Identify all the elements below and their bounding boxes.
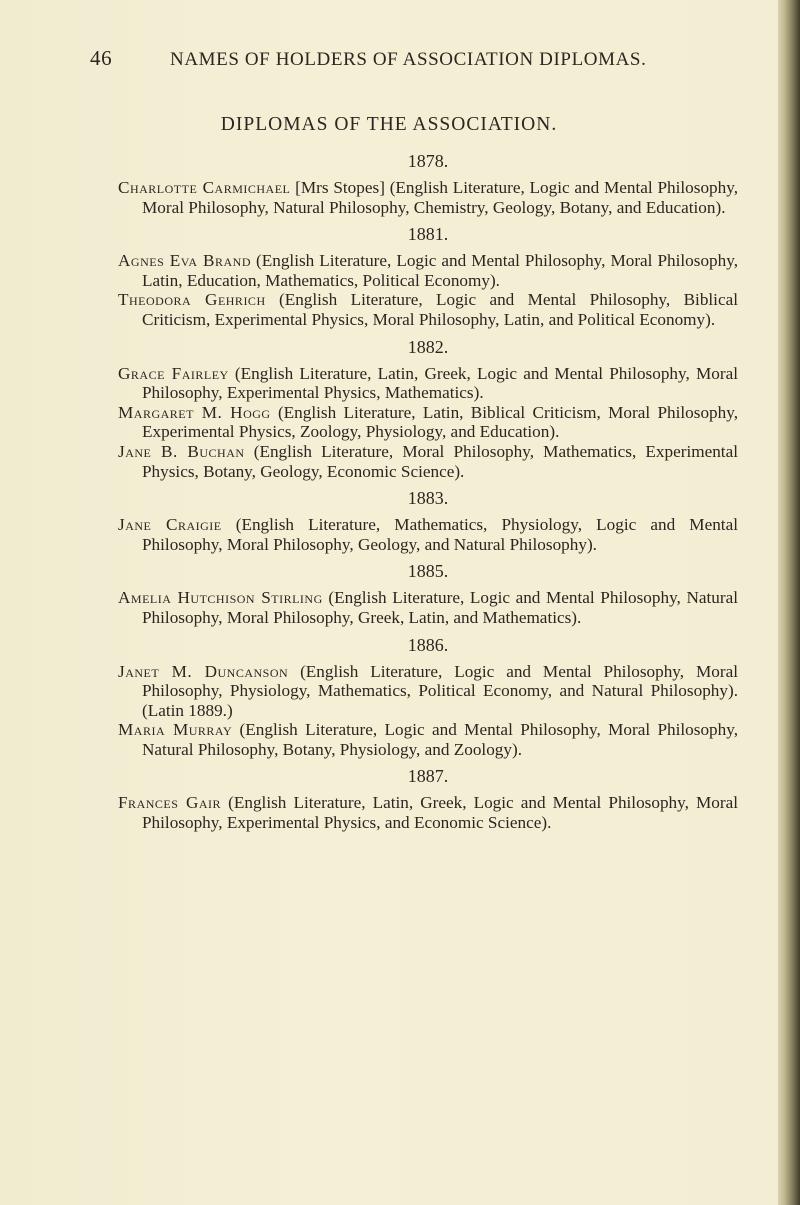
diploma-list	[118, 150, 738, 833]
holder-subjects: (English Literature, Mathematics, Physiology, Logic and Mental Philosophy, Moral Philosophy, Geology, and Natural Philosophy).	[142, 515, 738, 554]
year-heading: 1887.	[407, 766, 449, 787]
list-item	[118, 588, 738, 627]
holder-name: Theodora Gehrich	[118, 290, 266, 310]
holder-name: Jane Craigie	[118, 515, 222, 535]
holder-name: Agnes Eva Brand	[118, 251, 252, 271]
page-number: 46	[90, 46, 113, 70]
list-item	[118, 720, 738, 759]
holder-name: Charlotte Carmichael	[118, 178, 291, 197]
holder-name: Margaret M. Hogg	[118, 402, 271, 422]
holder-subjects: (English Literature, Logic and Mental Philosophy, Moral Philosophy, Natural Philosophy, Botany, Physiology, and Zoology).	[142, 720, 738, 759]
year-heading: 1883.	[407, 488, 449, 509]
holder-name: Frances Gair	[118, 793, 222, 813]
list-item	[118, 662, 738, 721]
running-head	[90, 46, 740, 71]
section-title: DIPLOMAS OF THE ASSOCIATION.	[220, 114, 558, 135]
list-item	[118, 515, 738, 554]
holder-subjects: (English Literature, Logic and Mental Philosophy, Moral Philosophy, Latin, Education, Mathematics, Political Economy).	[142, 251, 739, 290]
holder-subjects: (English Literature, Latin, Biblical Criticism, Moral Philosophy, Experimental Physics, Zoology, Physiology, and Education).	[142, 402, 738, 442]
holder-name: Grace Fairley	[118, 363, 229, 383]
holder-subjects: (English Literature, Logic and Mental Philosophy, Biblical Criticism, Experimental Physics, Moral Philosophy, Latin, and Political Economy).	[142, 290, 738, 329]
holder-subjects: (English Literature, Latin, Greek, Logic and Mental Philosophy, Moral Philosophy, Experimental Physics, Mathematics).	[142, 363, 739, 403]
holder-subjects: (English Literature, Latin, Greek, Logic and Mental Philosophy, Moral Philosophy, Experimental Physics, and Economic Science).	[142, 793, 739, 833]
list-item	[118, 403, 738, 442]
holder-subjects: (English Literature, Logic and Mental Philosophy, Natural Philosophy, Moral Philosophy, Greek, Latin, and Mathematics).	[142, 588, 738, 627]
year-heading: 1881.	[407, 224, 449, 245]
year-heading: 1885.	[407, 561, 449, 582]
holder-subjects: (English Literature, Logic and Mental Philosophy, Moral Philosophy, Physiology, Mathematics, Political Economy, and Natural Philosophy). (Latin 1889.)	[142, 661, 738, 720]
running-title: NAMES OF HOLDERS OF ASSOCIATION DIPLOMAS.	[170, 49, 647, 70]
year-heading: 1886.	[407, 634, 449, 655]
year-heading: 1882.	[407, 336, 449, 357]
list-item	[118, 251, 738, 290]
holder-name: Amelia Hutchison Stirling	[118, 588, 323, 608]
holder-subjects: [Mrs Stopes] (English Literature, Logic and Mental Philosophy, Moral Philosophy, Natural Philosophy, Chemistry, Geology, Botany, and Education).	[142, 178, 738, 217]
list-item	[118, 290, 738, 329]
list-item	[118, 442, 738, 481]
holder-name: Janet M. Duncanson	[118, 661, 289, 681]
holder-subjects: (English Literature, Moral Philosophy, Mathematics, Experimental Physics, Botany, Geology, Economic Science).	[142, 441, 738, 481]
list-item	[118, 793, 738, 832]
list-item	[118, 178, 738, 217]
book-spine-edge	[778, 0, 800, 1205]
year-heading: 1878.	[407, 151, 449, 171]
holder-name: Maria Murray	[118, 720, 233, 740]
holder-name: Jane B. Buchan	[118, 441, 245, 461]
list-item	[118, 364, 738, 403]
